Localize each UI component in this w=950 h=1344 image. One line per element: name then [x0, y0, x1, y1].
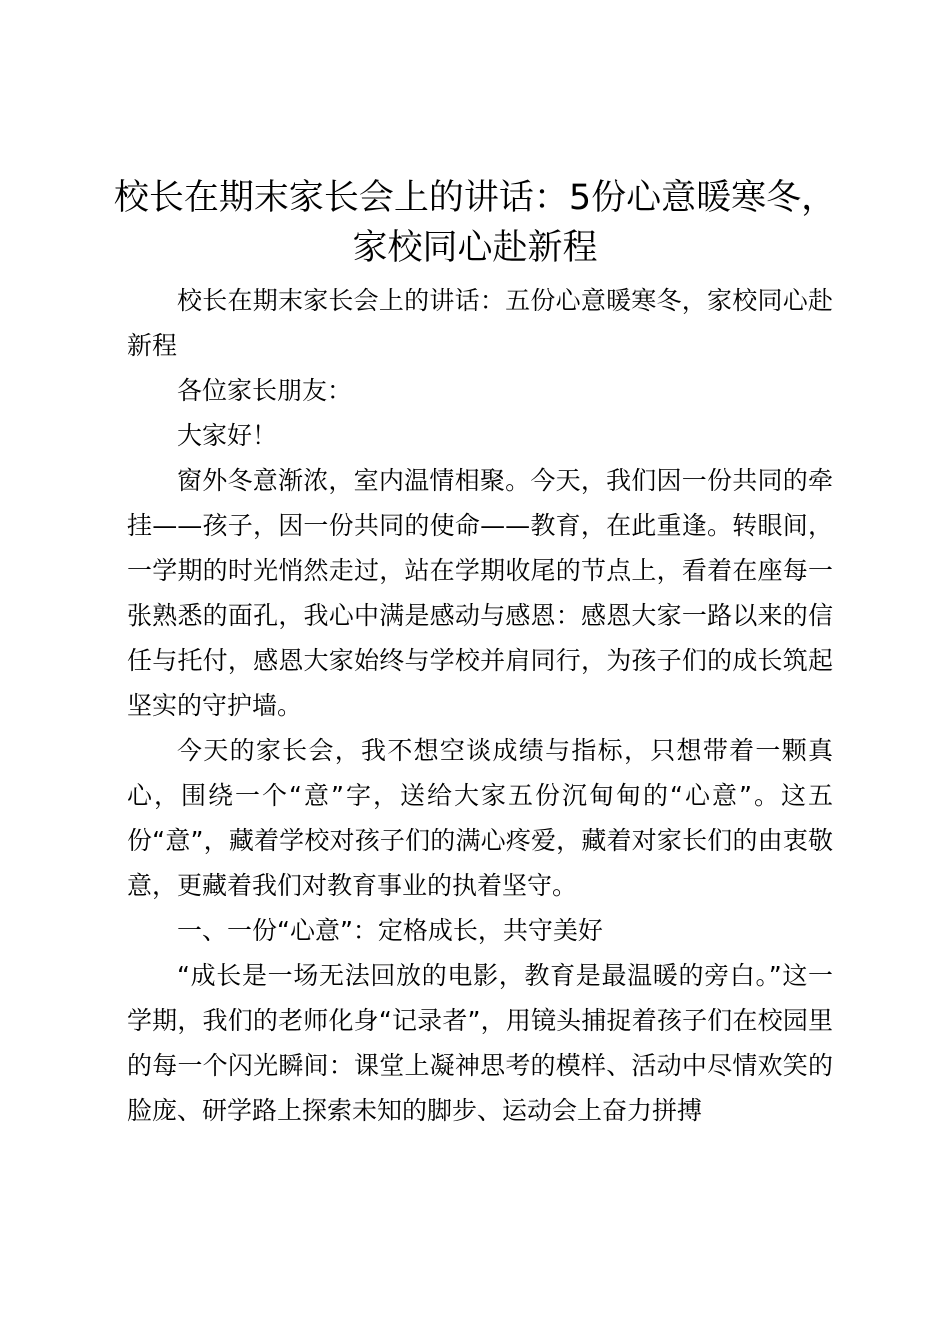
salutation: 各位家长朋友：	[177, 376, 353, 405]
document-title	[100, 173, 850, 273]
greeting: 大家好！	[177, 421, 278, 450]
section-heading: 一、一份“心意”：定格成长，共守美好	[177, 916, 603, 945]
document-body	[127, 278, 833, 1133]
body-paragraph: “成长是一场无法回放的电影，教育是最温暖的旁白。”这一学期，我们的老师化身“记录者”，用镜头捕捉着孩子们在校园里的每一个闪光瞬间：课堂上凝神思考的模样、活动中尽情欢笑的脸庞、研学路上探索未知的脚步、运动会上奋力拼搏	[127, 961, 833, 1125]
title-line-2: 家校同心赴新程	[352, 228, 598, 268]
title-line-1: 校长在期末家长会上的讲话：5份心意暖寒冬，	[113, 178, 837, 218]
body-paragraph: 今天的家长会，我不想空谈成绩与指标，只想带着一颗真心，围绕一个“意”字，送给大家五份沉甸甸的“心意”。这五份“意”，藏着学校对孩子们的满心疼爱，藏着对家长们的由衷敬意，更藏着我们对教育事业的执着坚守。	[127, 736, 833, 900]
body-paragraph: 窗外冬意渐浓，室内温情相聚。今天，我们因一份共同的牵挂——孩子，因一份共同的使命——教育，在此重逢。转眼间，一学期的时光悄然走过，站在学期收尾的节点上，看着在座每一张熟悉的面孔，我心中满是感动与感恩：感恩大家一路以来的信任与托付，感恩大家始终与学校并肩同行，为孩子们的成长筑起坚实的守护墙。	[127, 466, 833, 720]
subtitle-paragraph: 校长在期末家长会上的讲话：五份心意暖寒冬，家校同心赴新程	[127, 286, 833, 360]
